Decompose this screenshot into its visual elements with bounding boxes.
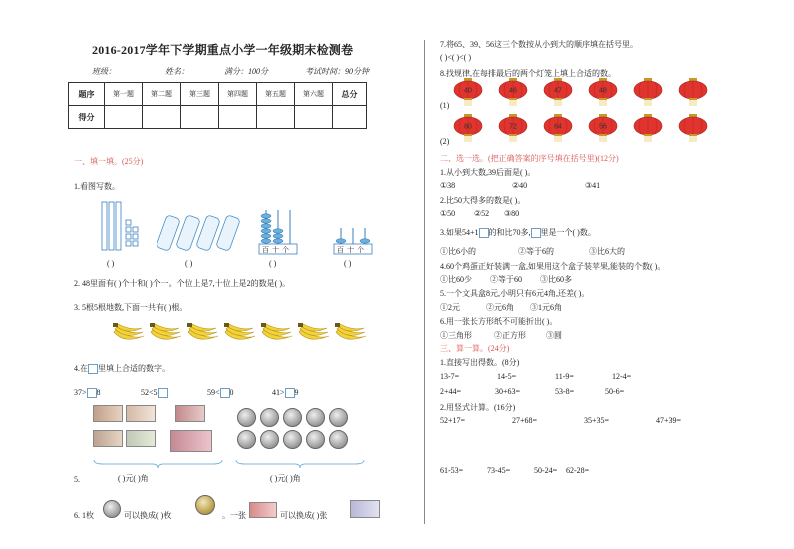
math-part-1: 1.直接写出得数。(8分) — [440, 358, 520, 367]
choice-2-option-3[interactable]: ③80 — [504, 209, 520, 218]
cube-tens-image — [100, 200, 140, 252]
score-cell: 第二题 — [143, 83, 181, 106]
lantern-icon — [588, 114, 618, 142]
choice-5-option-1[interactable]: ①2元 — [440, 303, 460, 312]
banknote-image — [93, 405, 123, 422]
question-4-text-b: 里填上合适的数字。 — [98, 364, 170, 373]
choice-4-option-2[interactable]: ②等于60 — [490, 275, 522, 284]
choice-3-text-a: 3.如果54+1 — [440, 228, 479, 237]
question-1: 1.看图写数。 — [74, 182, 120, 191]
answer-box[interactable] — [158, 388, 168, 398]
score-cell: 第五题 — [257, 83, 295, 106]
question-4-text-a: 4.在 — [74, 364, 88, 373]
class-label: 班级： — [92, 67, 116, 76]
question-8: 8.找规律,在每排最后的两个灯笼上填上合适的数。 — [440, 69, 616, 78]
abacus-1-label: 百十个 — [262, 246, 292, 254]
choice-3 — [440, 227, 596, 238]
compare-3 — [207, 388, 234, 398]
lantern-icon[interactable] — [633, 78, 663, 106]
choice-4-option-3[interactable]: ③比60多 — [540, 275, 572, 284]
math-item[interactable]: 13-7= — [440, 372, 460, 381]
lantern-icon — [453, 78, 483, 106]
choice-4-option-1[interactable]: ①比60少 — [440, 275, 472, 284]
compare-text: 0 — [229, 388, 234, 397]
score-table-header-row — [69, 83, 367, 106]
question-5: 5. — [74, 475, 80, 484]
score-cell: 第三题 — [181, 83, 219, 106]
svg-text:48: 48 — [599, 87, 607, 95]
choice-6-option-3[interactable]: ③圆 — [546, 331, 562, 340]
page-title: 2016-2017学年下学期重点小学一年级期末检测卷 — [92, 43, 354, 57]
svg-text:40: 40 — [464, 87, 472, 95]
choice-2-option-1[interactable]: ①50 — [440, 209, 456, 218]
lantern-icon — [498, 78, 528, 106]
banana-bunch-icon — [334, 322, 368, 348]
choice-6: 6.用一张长方形纸不可能折出( )。 — [440, 317, 558, 326]
lantern-icon — [543, 114, 573, 142]
svg-text:47: 47 — [554, 87, 562, 95]
choice-5: 5.一个文具盒8元,小明只有6元4角,还差( )。 — [440, 289, 590, 298]
score-cell: 第六题 — [295, 83, 333, 106]
coin-image — [329, 408, 348, 427]
vertical-calc-item[interactable]: 35+35= — [584, 416, 610, 425]
banknote-image — [249, 502, 277, 518]
score-cell: 第四题 — [219, 83, 257, 106]
math-part-2: 2.用竖式计算。(16分) — [440, 403, 516, 412]
svg-text:80: 80 — [464, 123, 472, 131]
banknote-image — [350, 500, 380, 518]
coin-image — [283, 430, 302, 449]
choice-6-option-2[interactable]: ②正方形 — [494, 331, 526, 340]
math-item[interactable]: 30+63= — [495, 387, 521, 396]
compare-text: 52<5 — [141, 388, 158, 397]
answer-blank[interactable]: ( ) — [344, 259, 352, 268]
score-input-cell[interactable] — [219, 106, 257, 129]
lantern-row-2-label: (2) — [440, 137, 450, 146]
choice-3-text-c: 里是一个( )数。 — [540, 228, 596, 237]
full-score-label: 满分：100分 — [224, 67, 268, 76]
banana-bunch-icon — [149, 322, 183, 348]
answer-box[interactable] — [285, 388, 295, 398]
lantern-icon — [498, 114, 528, 142]
score-cell: 得分 — [69, 106, 105, 129]
question-7: 7.将65、39、56这三个数按从小到大的顺序填在括号里。 — [440, 40, 638, 49]
compare-text: 9 — [294, 388, 299, 397]
choice-3-option-3[interactable]: ③比6大的 — [589, 247, 625, 256]
math-item[interactable]: 50-6= — [605, 387, 625, 396]
banknote-image — [126, 430, 156, 447]
vertical-calc-item[interactable]: 50-24= — [534, 466, 558, 475]
coin-image — [283, 408, 302, 427]
banana-bunch-icon — [112, 322, 146, 348]
lantern-icon — [543, 78, 573, 106]
coin-image — [306, 408, 325, 427]
compare-2 — [141, 388, 168, 398]
svg-text:72: 72 — [509, 123, 517, 131]
score-input-cell[interactable] — [295, 106, 333, 129]
compare-1 — [74, 388, 101, 398]
choice-5-option-2[interactable]: ②元6角 — [486, 303, 514, 312]
svg-text:56: 56 — [599, 123, 607, 131]
coin-image — [260, 408, 279, 427]
question-6-part-a: 6. 1枚 — [74, 511, 94, 520]
math-item[interactable]: 14-5= — [497, 372, 517, 381]
choice-3-option-1[interactable]: ①比6小的 — [440, 247, 476, 256]
question-7-blanks[interactable]: ( )<( )<( ) — [440, 53, 472, 62]
vertical-calc-item[interactable]: 61-53= — [440, 466, 464, 475]
choice-3-text-b: 的和比70多, — [488, 228, 531, 237]
choice-2-option-2[interactable]: ②52 — [474, 209, 490, 218]
score-input-cell[interactable] — [257, 106, 295, 129]
answer-box[interactable] — [479, 228, 489, 238]
section-2-heading: 二、选一选。(把正确答案的序号填在括号里)(12分) — [440, 154, 619, 163]
vertical-calc-item[interactable]: 47+39= — [656, 416, 682, 425]
question-6-part-d: 可以换成( )张 — [280, 511, 328, 520]
coin-image — [103, 500, 121, 518]
score-table-score-row — [69, 106, 367, 129]
choice-2: 2.比50大得多的数是( )。 — [440, 196, 526, 205]
choice-4: 4.60个鸡蛋正好装满一盒,如果用这个盒子装苹果,能装的个数( )。 — [440, 262, 666, 271]
math-item[interactable]: 2+44= — [440, 387, 462, 396]
choice-1-option-1[interactable]: ①38 — [440, 181, 456, 190]
section-1-heading: 一、填一填。(25分) — [74, 157, 144, 166]
gold-coin-image — [195, 495, 215, 515]
banknote-image — [170, 430, 212, 452]
coin-image — [260, 430, 279, 449]
coin-image — [329, 430, 348, 449]
banknote-image — [126, 405, 156, 422]
math-item[interactable]: 12-4= — [612, 372, 632, 381]
choice-1: 1.从小到大数,39后面是( )。 — [440, 168, 536, 177]
banana-bunch-icon — [260, 322, 294, 348]
answer-blank[interactable]: ( ) — [185, 259, 193, 268]
compare-text: 8 — [96, 388, 101, 397]
answer-box[interactable] — [88, 364, 98, 374]
question-2: 2. 48里面有( )个十和( )个一。个位上是7,十位上是2的数是( )。 — [74, 279, 290, 288]
banknote-image — [175, 405, 205, 422]
score-input-cell[interactable] — [333, 106, 367, 129]
banana-bunch-icon — [223, 322, 257, 348]
question-4 — [74, 363, 170, 374]
question-6-part-b: 可以换成( )枚 — [124, 511, 172, 520]
svg-text:64: 64 — [554, 123, 562, 131]
vertical-calc-item[interactable]: 27+68= — [512, 416, 538, 425]
brace-left — [93, 459, 223, 469]
stick-bundles-image — [157, 210, 242, 254]
abacus-2-label: 百十个 — [337, 246, 367, 254]
question-3: 3. 5根5根地数,下面一共有( )根。 — [74, 303, 188, 312]
coin-image — [237, 408, 256, 427]
math-item[interactable]: 11-9= — [555, 372, 574, 381]
score-cell: 第一题 — [105, 83, 143, 106]
section-3-heading: 三、算一算。(24分) — [440, 344, 510, 353]
lantern-icon[interactable] — [633, 114, 663, 142]
exam-time-label: 考试时间：90分钟 — [305, 67, 369, 76]
vertical-calc-item[interactable]: 62-28= — [566, 466, 590, 475]
question-6-part-c: 。一张 — [222, 511, 246, 520]
math-item[interactable]: 53-8= — [555, 387, 575, 396]
score-table — [68, 82, 367, 129]
coin-image — [237, 430, 256, 449]
lantern-icon — [588, 78, 618, 106]
score-cell: 题序 — [69, 83, 105, 106]
vertical-calc-item[interactable]: 52+17= — [440, 416, 466, 425]
choice-3-option-2[interactable]: ②等于6的 — [518, 247, 554, 256]
lantern-icon — [453, 114, 483, 142]
money-answer-2[interactable]: ( )元( )角 — [270, 474, 301, 483]
lantern-icon[interactable] — [678, 114, 708, 142]
lantern-row-1-label: (1) — [440, 101, 450, 110]
column-divider — [424, 40, 425, 524]
choice-1-option-2[interactable]: ②40 — [512, 181, 528, 190]
answer-blank[interactable]: ( ) — [269, 259, 277, 268]
compare-text: 37> — [74, 388, 87, 397]
svg-text:46: 46 — [509, 87, 517, 95]
score-input-cell[interactable] — [181, 106, 219, 129]
score-input-cell[interactable] — [105, 106, 143, 129]
score-cell: 总分 — [333, 83, 367, 106]
name-label: 姓名： — [165, 67, 189, 76]
banana-bunch-icon — [186, 322, 220, 348]
brace-right — [235, 459, 365, 469]
compare-4 — [272, 388, 299, 398]
lantern-icon[interactable] — [678, 78, 708, 106]
vertical-calc-item[interactable]: 73-45= — [487, 466, 511, 475]
banana-bunch-icon — [297, 322, 331, 348]
choice-6-option-1[interactable]: ①三角形 — [440, 331, 472, 340]
compare-text: 59< — [207, 388, 220, 397]
choice-5-option-3[interactable]: ③1元6角 — [530, 303, 562, 312]
money-answer-1[interactable]: ( )元( )角 — [118, 474, 149, 483]
answer-box[interactable] — [87, 388, 97, 398]
coin-image — [306, 430, 325, 449]
choice-1-option-3[interactable]: ③41 — [585, 181, 601, 190]
compare-text: 41> — [272, 388, 285, 397]
banknote-image — [93, 430, 123, 447]
answer-box[interactable] — [531, 228, 541, 238]
answer-box[interactable] — [220, 388, 230, 398]
answer-blank[interactable]: ( ) — [107, 259, 115, 268]
score-input-cell[interactable] — [143, 106, 181, 129]
